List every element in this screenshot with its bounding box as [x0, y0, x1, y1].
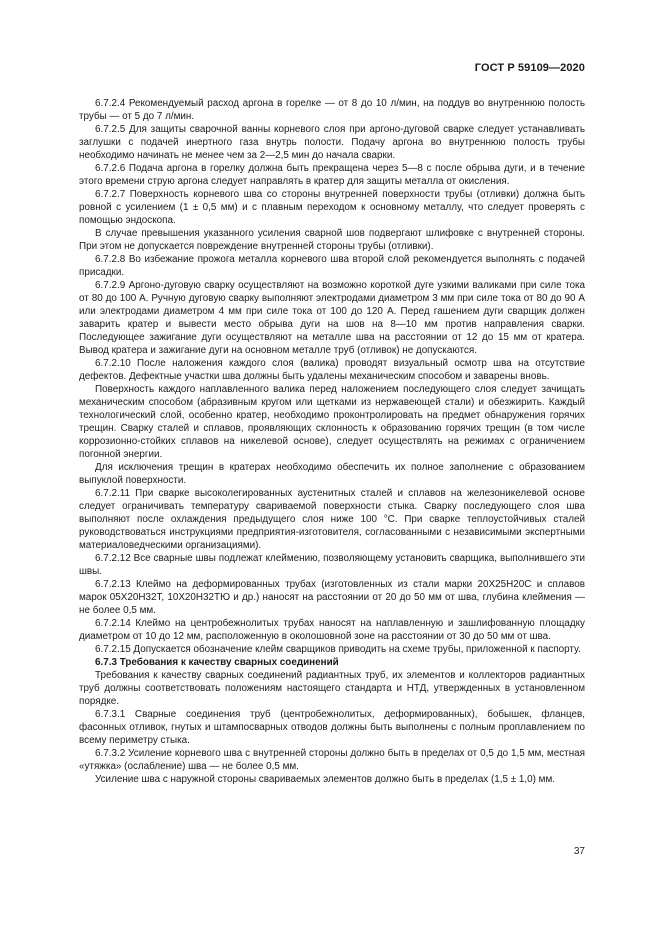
- paragraph: Поверхность каждого наплавленного валика перед наложением последующего слоя следует зачищать механическим способом (абразивным кругом или щетками из нержавеющей стали) и обезжирить. Каждый технологический слой, особенно кратер, необходимо проконтролировать на предмет обнаружения горячих трещин. Сварку сталей и сплавов, проявляющих склонность к образованию горячих трещин (в том числе коррозионно-стойких сплавов на никелевой основе), следует осуществлять на режимах с ограничением погонной энергии.: [79, 384, 585, 460]
- section-subheading: 6.7.3 Требования к качеству сварных соединений: [95, 657, 339, 668]
- paragraph: Усиление шва с наружной стороны свариваемых элементов должно быть в пределах (1,5 ± 1,0) мм.: [95, 774, 555, 785]
- paragraph: 6.7.2.8 Во избежание прожога металла корневого шва второй слой рекомендуется выполнять с подачей присадки.: [79, 254, 585, 278]
- paragraph: 6.7.2.9 Аргоно-дуговую сварку осуществляют на возможно короткой дуге узкими валиками при силе тока от 80 до 100 А. Ручную дуговую сварку выполняют электродами диаметром 3 мм при силе тока от 80 до 90 А или электродами диаметром 4 мм при силе тока от 100 до 120 А. Перед гашением дуги сварщик должен заварить кратер и вывести место обрыва дуги на шов на 8—10 мм против направления сварки. Последующее зажигание дуги осуществляют на металле шва на расстоянии от 12 до 15 мм от кратера. Вывод кратера и зажигание дуги на основном металле труб (отливок) не допускаются.: [79, 280, 585, 356]
- paragraph: 6.7.2.7 Поверхность корневого шва со стороны внутренней поверхности трубы (отливки) должна быть ровной с усилением (1 ± 0,5 мм) и с плавным переходом к основному металлу, что следует проверять с помощью эндоскопа.: [79, 189, 585, 226]
- paragraph: В случае превышения указанного усиления сварной шов подвергают шлифовке с внутренней стороны. При этом не допускается повреждение внутренней стороны трубы (отливки).: [79, 228, 585, 252]
- paragraph: Требования к качеству сварных соединений радиантных труб, их элементов и коллекторов радиантных труб должны соответствовать положениям настоящего стандарта и НТД, утвержденных в установленном порядке.: [79, 670, 585, 707]
- page-number: 37: [573, 846, 585, 857]
- paragraph: Для исключения трещин в кратерах необходимо обеспечить их полное заполнение с образованием выпуклой поверхности.: [79, 462, 585, 486]
- paragraph: 6.7.2.15 Допускается обозначение клейм сварщиков приводить на схеме трубы, приложенной к паспорту.: [95, 644, 581, 655]
- document-body: [79, 97, 585, 786]
- paragraph: 6.7.2.11 При сварке высоколегированных аустенитных сталей и сплавов на железоникелевой основе следует ограничивать температуру свариваемой поверхности стыка. Сварку последующего слоя шва выполняют после охлаждения предыдущего слоя ниже 100 °С. При сварке теплоустойчивых сталей руководствоваться инструкциями предприятия-изготовителя, согласованными с независимыми экспертными материаловедческими организациями).: [79, 488, 585, 551]
- paragraph: 6.7.3.1 Сварные соединения труб (центробежнолитых, деформированных), бобышек, фланцев, фасонных отливок, гнутых и штампосварных отводов должны быть выполнены с полным проплавлением по всему периметру стыка.: [79, 709, 585, 746]
- standard-header: ГОСТ Р 59109—2020: [474, 62, 585, 74]
- paragraph: 6.7.2.4 Рекомендуемый расход аргона в горелке — от 8 до 10 л/мин, на поддув во внутреннюю полость трубы — от 5 до 7 л/мин.: [79, 98, 585, 122]
- paragraph: 6.7.2.10 После наложения каждого слоя (валика) проводят визуальный осмотр шва на отсутствие дефектов. Дефектные участки шва должны быть удалены механическим способом и заварены вновь.: [79, 358, 585, 382]
- paragraph: 6.7.2.6 Подача аргона в горелку должна быть прекращена через 5—8 с после обрыва дуги, и в течение этого времени струю аргона следует направлять в кратер для защиты металла от окисления.: [79, 163, 585, 187]
- paragraph: 6.7.2.5 Для защиты сварочной ванны корневого слоя при аргоно-дуговой сварке следует устанавливать заглушки с подачей инертного газа внутрь полости. Подачу аргона во внутреннюю полость трубы необходимо начинать не менее чем за 2—2,5 мин до начала сварки.: [79, 124, 585, 161]
- paragraph: 6.7.2.14 Клеймо на центробежнолитых трубах наносят на наплавленную и зашлифованную площадку диаметром от 10 до 12 мм, расположенную в околошовной зоне на расстоянии от 30 до 50 мм от шва.: [79, 618, 585, 642]
- paragraph: 6.7.2.13 Клеймо на деформированных трубах (изготовленных из стали марки 20Х25Н20С и сплавов марок 05Х20Н32Т, 10Х20Н32ТЮ и др.) наносят на расстоянии от 20 до 50 мм от шва, глубина клеймения — не более 0,5 мм.: [79, 579, 585, 616]
- paragraph: 6.7.2.12 Все сварные швы подлежат клеймению, позволяющему установить сварщика, выполнившего эти швы.: [79, 553, 585, 577]
- paragraph: 6.7.3.2 Усиление корневого шва с внутренней стороны должно быть в пределах от 0,5 до 1,5 мм, местная «утяжка» (ослабление) шва — не более 0,5 мм.: [79, 748, 585, 772]
